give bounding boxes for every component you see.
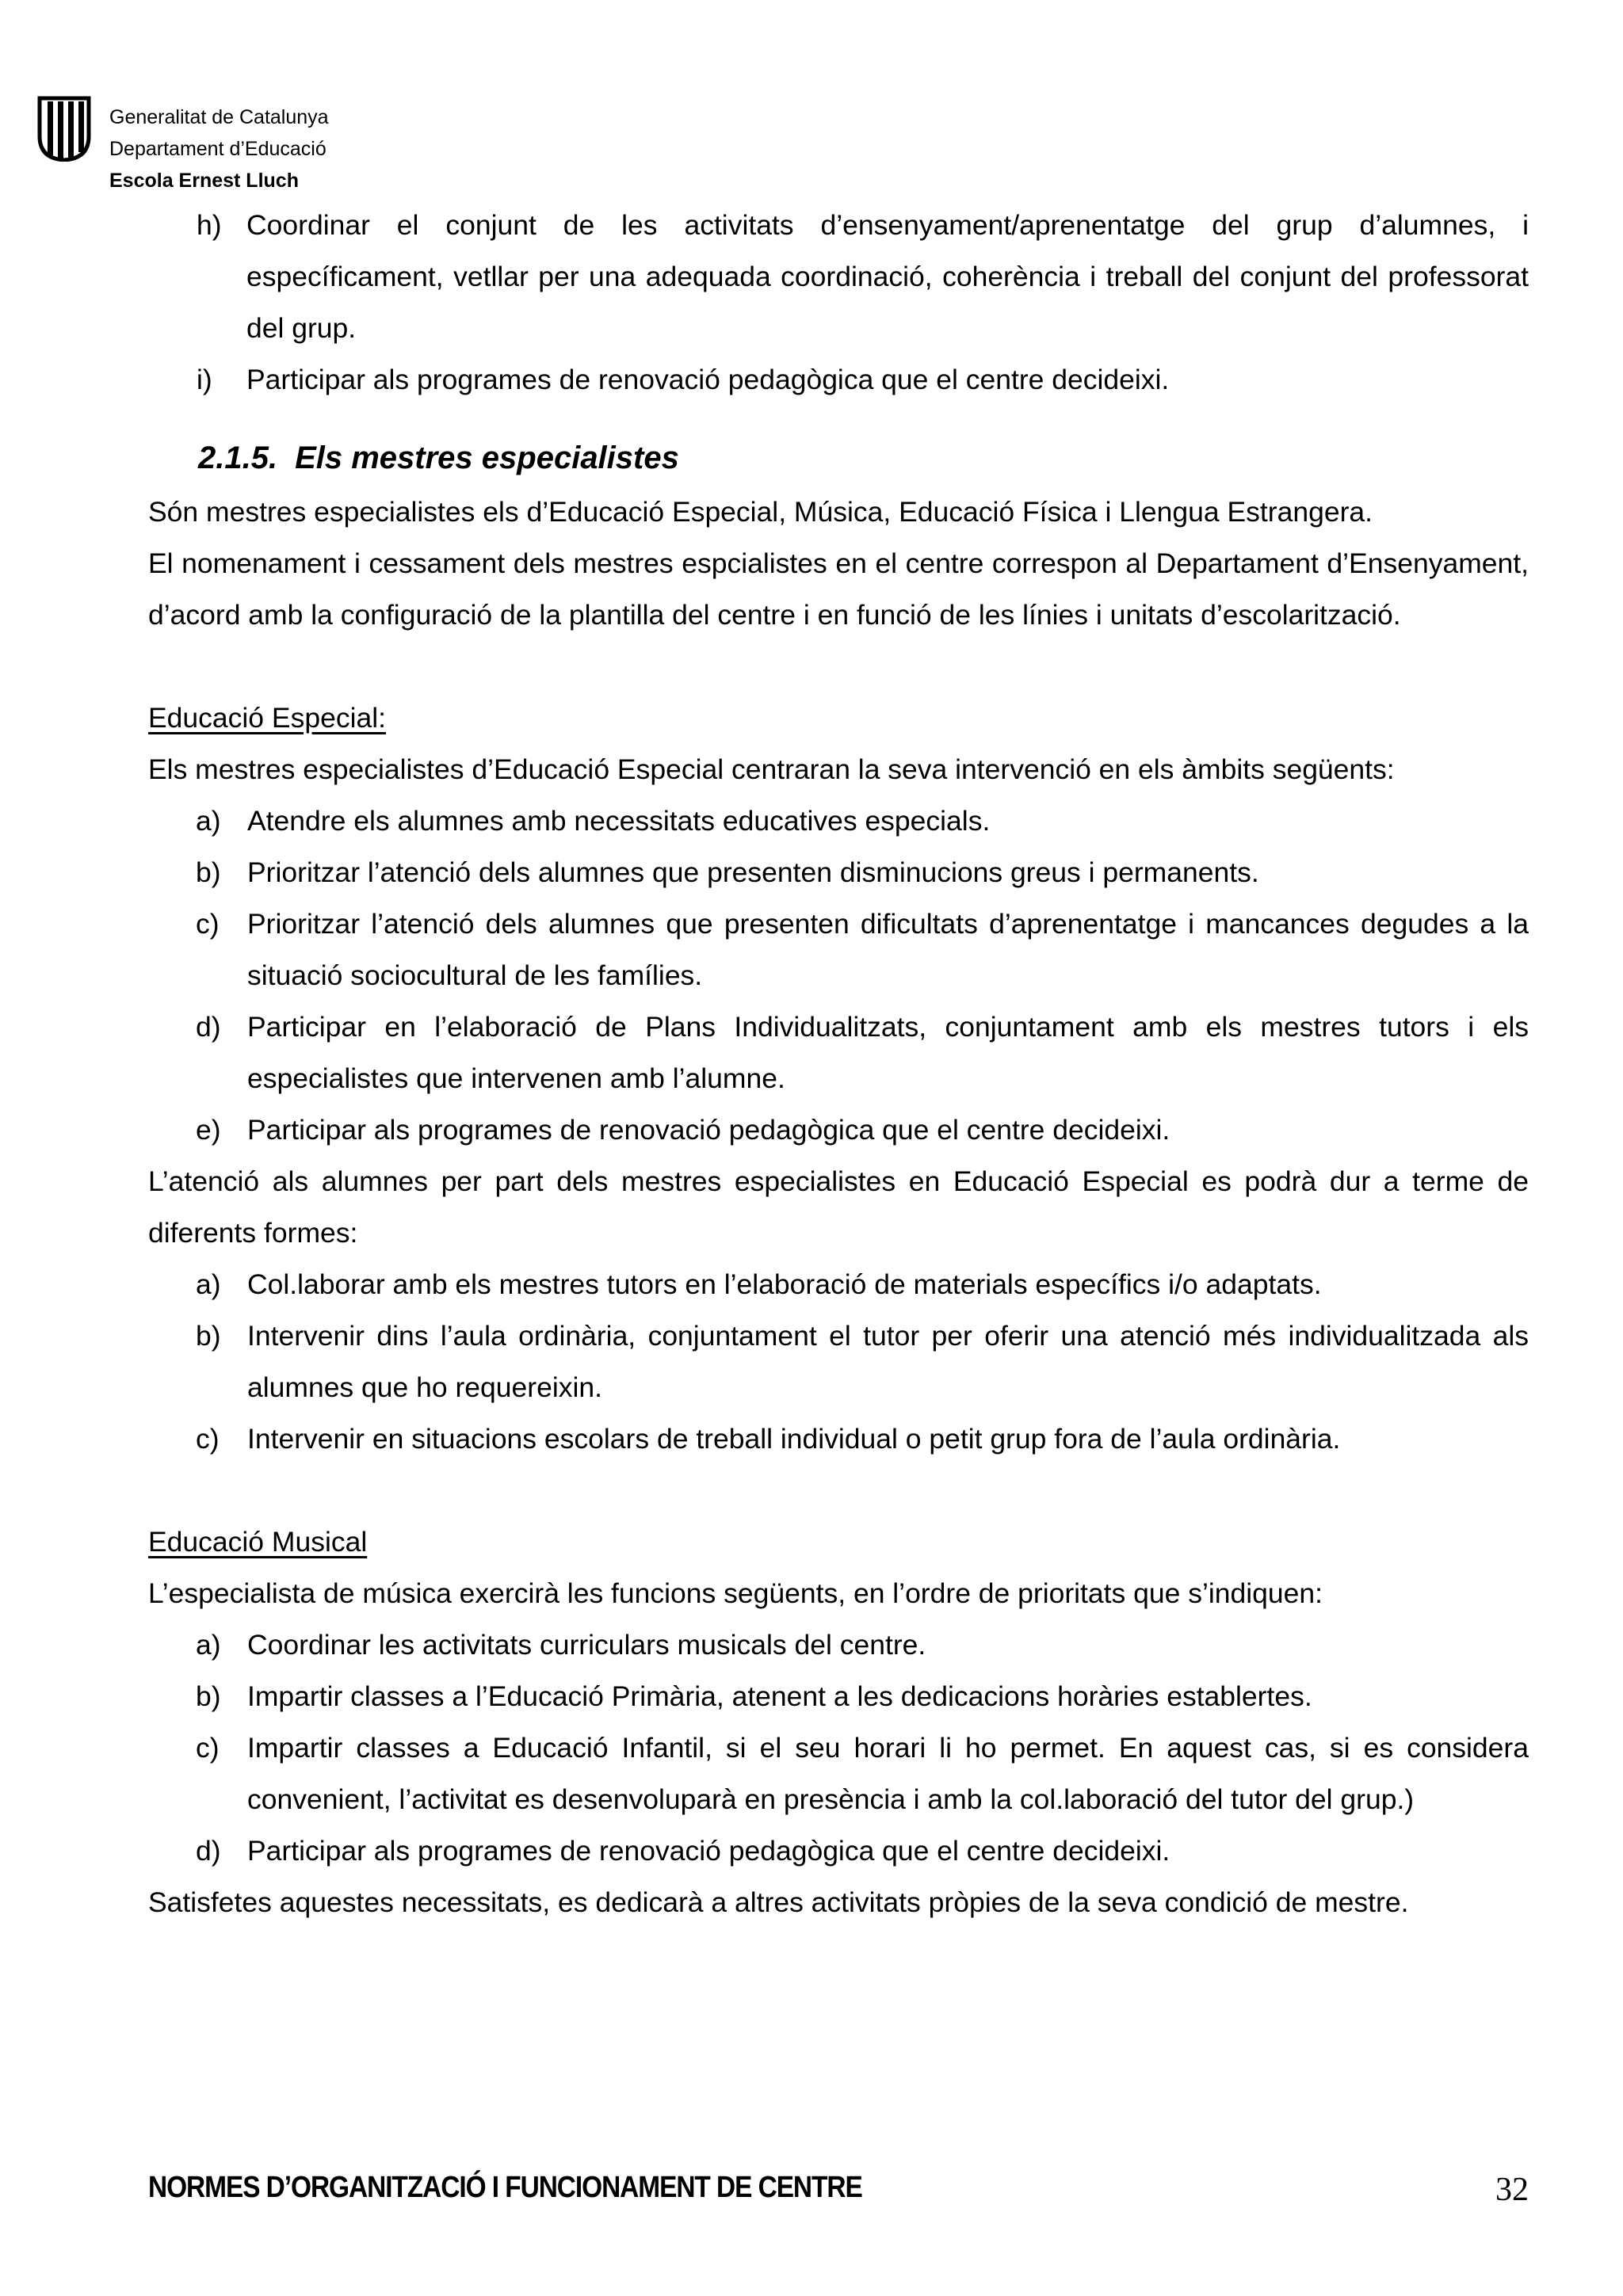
list-item-text: Participar als programes de renovació pedagògica que el centre decideixi. xyxy=(247,1835,1170,1867)
list-item xyxy=(148,1671,1529,1722)
list-item xyxy=(148,795,1529,847)
list-marker: a) xyxy=(196,805,221,837)
list-marker: c) xyxy=(196,908,220,940)
list-item-text: Participar als programes de renovació pedagògica que el centre decideixi. xyxy=(246,364,1170,395)
page-body xyxy=(148,200,1529,1928)
footer-document-title: NORMES D’ORGANITZACIÓ I FUNCIONAMENT DE CENTRE xyxy=(148,2171,862,2204)
section-title: Els mestres especialistes xyxy=(295,441,679,475)
section-intro-paragraph: El nomenament i cessament dels mestres espcialistes en el centre correspon al Departament d’Ensenyament, d’acord amb la configuració de la plantilla del centre i en funció de les línies i unitats d’escolarització. xyxy=(148,547,1529,631)
list-marker: b) xyxy=(196,1680,221,1712)
header-departament: Departament d’Educació xyxy=(109,138,327,160)
section-heading xyxy=(148,429,1529,486)
list-item-text: Col.laborar amb els mestres tutors en l’elaboració de materials específics i/o adaptats. xyxy=(247,1268,1322,1300)
section-number: 2.1.5. xyxy=(198,441,278,475)
list-item xyxy=(148,200,1529,354)
list-item xyxy=(148,1259,1529,1310)
page-number: 32 xyxy=(1495,2172,1529,2208)
list-item-text: Impartir classes a Educació Infantil, si el seu horari li ho permet. En aquest cas, si es considera convenient, l’activitat es desenvoluparà en presència i amb la col.laboració del tutor del grup.) xyxy=(247,1732,1529,1815)
list-item xyxy=(148,1619,1529,1671)
list-item-text: Intervenir dins l’aula ordinària, conjuntament el tutor per oferir una atenció més individualitzada als alumnes que ho requereixin. xyxy=(247,1320,1529,1403)
list-item xyxy=(148,1825,1529,1877)
list-item xyxy=(148,1310,1529,1413)
especial-lead-2: L’atenció als alumnes per part dels mestres especialistes en Educació Especial es podrà dur a terme de diferents formes: xyxy=(148,1165,1529,1249)
list-marker: h) xyxy=(197,209,222,241)
list-item xyxy=(148,847,1529,898)
header-generalitat: Generalitat de Catalunya xyxy=(109,106,329,128)
section-intro-paragraph: Són mestres especialistes els d’Educació Especial, Música, Educació Física i Llengua Estrangera. xyxy=(148,496,1373,528)
list-item-text: Prioritzar l’atenció dels alumnes que presenten dificultats d’aprenentatge i mancances degudes a la situació sociocultural de les famílies. xyxy=(247,908,1529,991)
list-item-text: Prioritzar l’atenció dels alumnes que presenten disminucions greus i permanents. xyxy=(247,856,1259,888)
subsection-heading-especial: Educació Especial: xyxy=(148,702,386,734)
list-marker: c) xyxy=(196,1423,220,1455)
list-marker: d) xyxy=(196,1835,221,1867)
generalitat-logo-icon xyxy=(36,95,92,162)
list-item-text: Coordinar les activitats curriculars musicals del centre. xyxy=(247,1629,926,1661)
list-item xyxy=(148,1001,1529,1104)
list-item xyxy=(148,1722,1529,1825)
list-marker: b) xyxy=(196,1320,221,1352)
musical-closing: Satisfetes aquestes necessitats, es dedicarà a altres activitats pròpies de la seva condició de mestre. xyxy=(148,1886,1409,1918)
especial-lead: Els mestres especialistes d’Educació Especial centraran la seva intervenció en els àmbits següents: xyxy=(148,753,1395,785)
list-marker: c) xyxy=(196,1732,220,1764)
list-item-text: Participar en l’elaboració de Plans Individualitzats, conjuntament amb els mestres tutors i els especialistes que intervenen amb l’alumne. xyxy=(247,1011,1529,1094)
page-footer xyxy=(148,2171,1529,2218)
list-marker: i) xyxy=(197,364,212,395)
list-item-text: Coordinar el conjunt de les activitats d’ensenyament/aprenentatge del grup d’alumnes, i específicament, vetllar per una adequada coordinació, coherència i treball del conjunt del professorat del grup. xyxy=(246,209,1529,344)
list-item-text: Participar als programes de renovació pedagògica que el centre decideixi. xyxy=(247,1114,1170,1146)
header-school-name: Escola Ernest Lluch xyxy=(109,170,299,192)
list-item xyxy=(148,898,1529,1001)
list-item xyxy=(148,1413,1529,1465)
subsection-heading-musical: Educació Musical xyxy=(148,1526,368,1558)
list-marker: b) xyxy=(196,856,221,888)
list-marker: e) xyxy=(196,1114,221,1146)
list-item-text: Impartir classes a l’Educació Primària, atenent a les dedicacions horàries establertes. xyxy=(247,1680,1312,1712)
list-item xyxy=(148,354,1529,406)
list-marker: a) xyxy=(196,1629,221,1661)
list-item-text: Atendre els alumnes amb necessitats educatives especials. xyxy=(247,805,991,837)
list-item-text: Intervenir en situacions escolars de treball individual o petit grup fora de l’aula ordinària. xyxy=(247,1423,1341,1455)
list-item xyxy=(148,1104,1529,1156)
list-marker: d) xyxy=(196,1011,221,1043)
musical-lead: L’especialista de música exercirà les funcions següents, en l’ordre de prioritats que s’indiquen: xyxy=(148,1577,1323,1609)
list-marker: a) xyxy=(196,1268,221,1300)
